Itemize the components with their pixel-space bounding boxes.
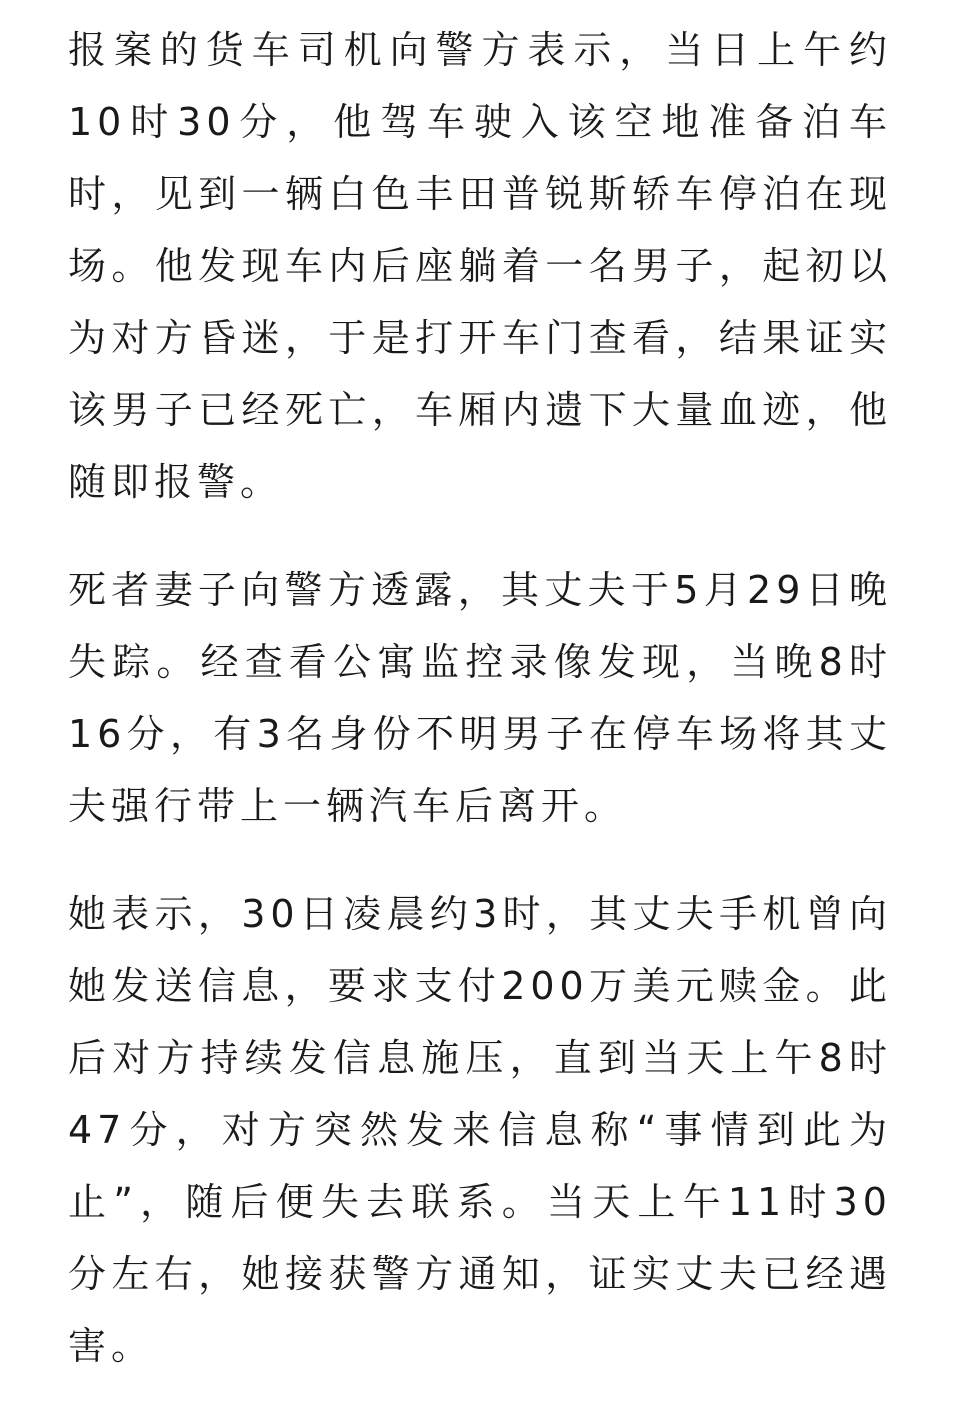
article-body bbox=[68, 14, 892, 1382]
paragraph-2: 死者妻子向警方透露，其丈夫于5月29日晚失踪。经查看公寓监控录像发现，当晚8时16分，有3名身份不明男子在停车场将其丈夫强行带上一辆汽车后离开。 bbox=[68, 568, 892, 828]
paragraph-3: 她表示，30日凌晨约3时，其丈夫手机曾向她发送信息，要求支付200万美元赎金。此后对方持续发信息施压，直到当天上午8时47分，对方突然发来信息称“事情到此为止”，随后便失去联系。当天上午11时30分左右，她接获警方通知，证实丈夫已经遇害。 bbox=[68, 892, 892, 1368]
paragraph-1: 报案的货车司机向警方表示，当日上午约10时30分，他驾车驶入该空地准备泊车时，见到一辆白色丰田普锐斯轿车停泊在现场。他发现车内后座躺着一名男子，起初以为对方昏迷，于是打开车门查看，结果证实该男子已经死亡，车厢内遗下大量血迹，他随即报警。 bbox=[68, 28, 892, 504]
